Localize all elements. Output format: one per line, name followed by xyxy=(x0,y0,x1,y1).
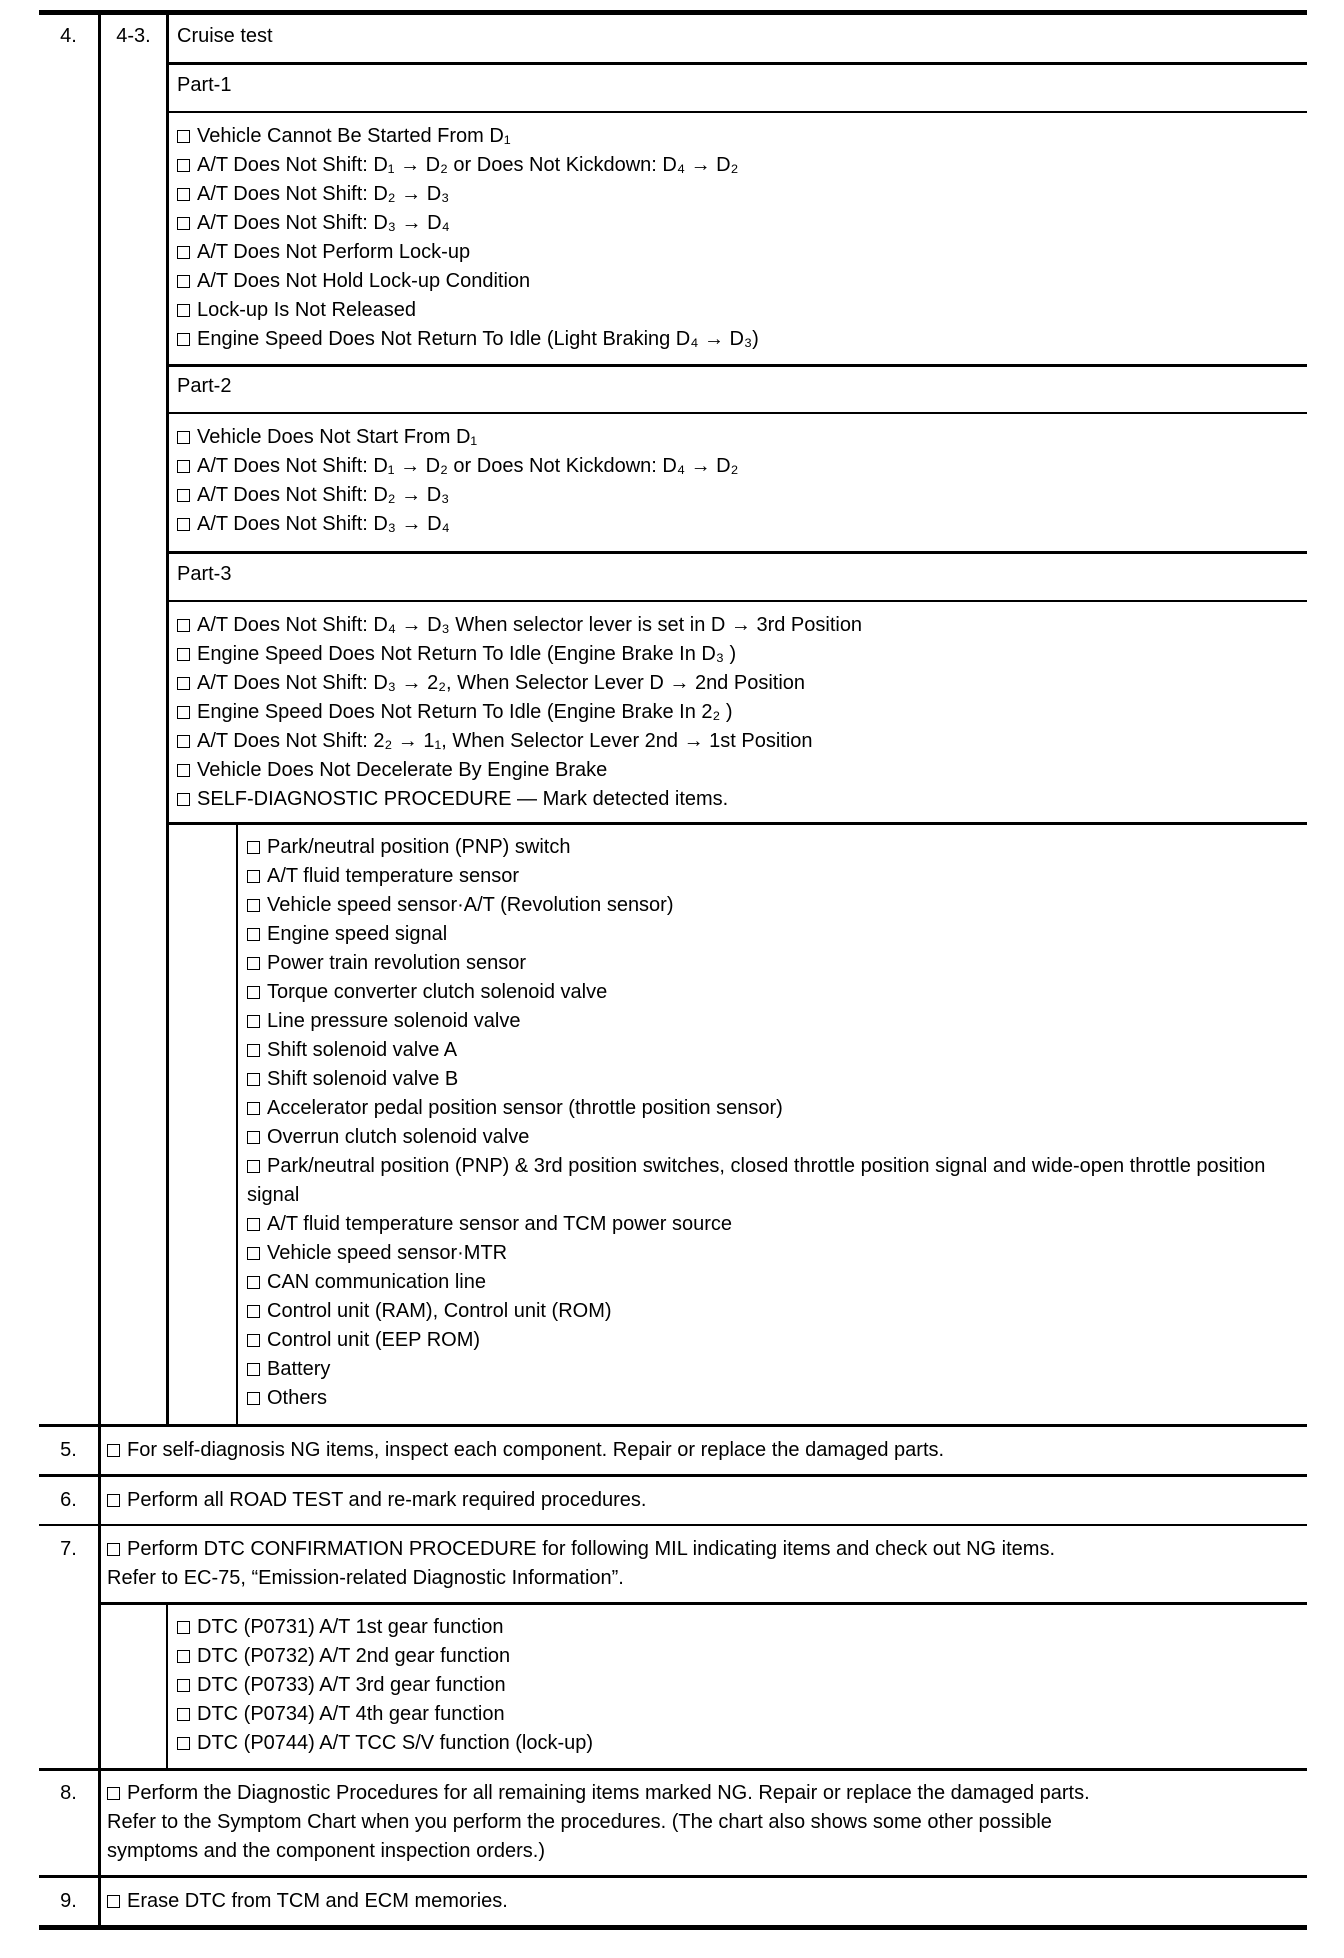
checklist-item[interactable]: Engine Speed Does Not Return To Idle (Engine Brake In 2₂ ) xyxy=(177,698,862,727)
column-divider xyxy=(98,15,101,1925)
column-divider xyxy=(166,15,169,1425)
checklist-item[interactable]: Perform the Diagnostic Procedures for all remaining items marked NG. Repair or replace the damaged parts. Refer to the Symptom Chart when you perform the procedures. (The chart also shows some other possible symptoms and the component inspection orders.) xyxy=(107,1782,1090,1862)
part-label: Part-2 xyxy=(177,375,232,397)
checkbox[interactable] xyxy=(247,899,260,912)
checklist-item[interactable]: Perform all ROAD TEST and re-mark required procedures. xyxy=(107,1486,646,1515)
checklist-item[interactable]: A/T Does Not Shift: D₁ → D₂ or Does Not Kickdown: D₄ → D₂ xyxy=(177,452,738,481)
checkbox[interactable] xyxy=(177,619,190,632)
part-label: Part-1 xyxy=(177,74,232,96)
table-bottom-border xyxy=(39,1925,1307,1930)
checklist-item[interactable]: Lock-up Is Not Released xyxy=(177,296,759,325)
checklist-item[interactable]: SELF-DIAGNOSTIC PROCEDURE — Mark detected items. xyxy=(177,785,862,814)
checklist-item[interactable]: A/T Does Not Hold Lock-up Condition xyxy=(177,267,759,296)
table-top-border xyxy=(39,10,1307,15)
checkbox[interactable] xyxy=(177,1650,190,1663)
checklist-item[interactable]: Vehicle Cannot Be Started From D₁ xyxy=(177,122,759,151)
divider xyxy=(167,412,1307,414)
checkbox[interactable] xyxy=(177,275,190,288)
checklist-item[interactable]: Perform DTC CONFIRMATION PROCEDURE for following MIL indicating items and check out NG items. Refer to EC-75, “Emission-related Diagnostic Information”. xyxy=(107,1535,1055,1593)
divider xyxy=(167,111,1307,113)
divider xyxy=(167,62,1307,65)
checkbox[interactable] xyxy=(177,1621,190,1634)
substep-number: 4-3. xyxy=(116,25,151,47)
checkbox[interactable] xyxy=(247,841,260,854)
checkbox[interactable] xyxy=(107,1543,120,1556)
checklist-item[interactable]: DTC (P0734) A/T 4th gear function xyxy=(177,1700,593,1729)
reference-text: Refer to EC-75, “Emission-related Diagnostic Information”. xyxy=(107,1567,624,1589)
checkbox[interactable] xyxy=(107,1787,120,1800)
divider xyxy=(167,364,1307,367)
checkbox[interactable] xyxy=(247,1218,260,1231)
checklist-item[interactable]: A/T Does Not Shift: D₃ → 2₂, When Selector Lever D → 2nd Position xyxy=(177,669,862,698)
checklist-item[interactable]: Shift solenoid valve A xyxy=(247,1036,1303,1065)
checklist-item[interactable]: DTC (P0732) A/T 2nd gear function xyxy=(177,1642,593,1671)
part-3-checklist xyxy=(177,611,862,814)
checkbox[interactable] xyxy=(107,1895,120,1908)
checkbox[interactable] xyxy=(177,130,190,143)
checklist-item[interactable]: DTC (P0731) A/T 1st gear function xyxy=(177,1613,593,1642)
divider xyxy=(167,551,1307,554)
step-number: 6. xyxy=(60,1489,77,1511)
checklist-item[interactable]: Others xyxy=(247,1384,1303,1413)
checkbox[interactable] xyxy=(177,518,190,531)
checklist-item[interactable]: A/T fluid temperature sensor and TCM power source xyxy=(247,1210,1303,1239)
checkbox[interactable] xyxy=(177,246,190,259)
checklist-item[interactable]: A/T Does Not Shift: D₃ → D₄ xyxy=(177,510,738,539)
checkbox[interactable] xyxy=(247,1392,260,1405)
row-divider xyxy=(39,1474,1307,1477)
checkbox[interactable] xyxy=(247,870,260,883)
checkbox[interactable] xyxy=(177,159,190,172)
checkbox[interactable] xyxy=(177,1708,190,1721)
checklist-item[interactable]: A/T Does Not Shift: D₂ → D₃ xyxy=(177,180,759,209)
checkbox[interactable] xyxy=(177,1737,190,1750)
checkbox[interactable] xyxy=(177,677,190,690)
checklist-item[interactable]: Vehicle speed sensor·MTR xyxy=(247,1239,1303,1268)
checklist-item[interactable]: Control unit (EEP ROM) xyxy=(247,1326,1303,1355)
checklist-item[interactable]: Power train revolution sensor xyxy=(247,949,1303,978)
self-diagnostic-checklist xyxy=(247,833,1303,1413)
checklist-item[interactable]: Engine Speed Does Not Return To Idle (Engine Brake In D₃ ) xyxy=(177,640,862,669)
checkbox[interactable] xyxy=(247,1247,260,1260)
checkbox[interactable] xyxy=(247,1305,260,1318)
checklist-item[interactable]: A/T Does Not Perform Lock-up xyxy=(177,238,759,267)
checklist-item[interactable]: Control unit (RAM), Control unit (ROM) xyxy=(247,1297,1303,1326)
checklist-item[interactable]: Shift solenoid valve B xyxy=(247,1065,1303,1094)
checkbox[interactable] xyxy=(177,431,190,444)
step-number: 4. xyxy=(60,25,77,47)
divider xyxy=(167,600,1307,602)
checklist-item[interactable]: Park/neutral position (PNP) & 3rd position switches, closed throttle position signal and wide-open throttle position signal xyxy=(247,1155,1266,1206)
checklist-item[interactable]: Accelerator pedal position sensor (throttle position sensor) xyxy=(247,1094,1303,1123)
checklist-item[interactable]: For self-diagnosis NG items, inspect each component. Repair or replace the damaged parts. xyxy=(107,1436,944,1465)
checkbox[interactable] xyxy=(177,333,190,346)
checklist-item[interactable]: A/T Does Not Shift: D₁ → D₂ or Does Not Kickdown: D₄ → D₂ xyxy=(177,151,759,180)
checkbox[interactable] xyxy=(177,188,190,201)
checkbox[interactable] xyxy=(247,1160,260,1173)
checklist-item[interactable]: A/T Does Not Shift: D₄ → D₃ When selector lever is set in D → 3rd Position xyxy=(177,611,862,640)
step-number: 5. xyxy=(60,1439,77,1461)
checklist-item[interactable]: A/T fluid temperature sensor xyxy=(247,862,1303,891)
step-number: 7. xyxy=(60,1538,77,1560)
row-divider xyxy=(39,1768,1307,1771)
checkbox[interactable] xyxy=(177,1679,190,1692)
checkbox[interactable] xyxy=(247,1334,260,1347)
divider xyxy=(99,1602,1307,1605)
checkbox[interactable] xyxy=(177,460,190,473)
step-number: 9. xyxy=(60,1890,77,1912)
part-1-checklist xyxy=(177,122,759,354)
divider xyxy=(167,822,1307,825)
checkbox[interactable] xyxy=(247,1276,260,1289)
checkbox[interactable] xyxy=(247,928,260,941)
checklist-item[interactable]: Overrun clutch solenoid valve xyxy=(247,1123,1303,1152)
checkbox[interactable] xyxy=(177,735,190,748)
checklist-item[interactable]: Engine Speed Does Not Return To Idle (Light Braking D₄ → D₃) xyxy=(177,325,759,354)
checklist-item[interactable]: Erase DTC from TCM and ECM memories. xyxy=(107,1887,508,1916)
checklist-item[interactable]: A/T Does Not Shift: D₂ → D₃ xyxy=(177,481,738,510)
checkbox[interactable] xyxy=(247,1044,260,1057)
checkbox[interactable] xyxy=(107,1444,120,1457)
checkbox[interactable] xyxy=(177,217,190,230)
checklist-item[interactable]: DTC (P0733) A/T 3rd gear function xyxy=(177,1671,593,1700)
checklist-item[interactable]: Vehicle speed sensor·A/T (Revolution sensor) xyxy=(247,891,1303,920)
checklist-item[interactable]: Battery xyxy=(247,1355,1303,1384)
checkbox[interactable] xyxy=(247,1102,260,1115)
checklist-item[interactable]: Park/neutral position (PNP) switch xyxy=(247,833,1303,862)
row-divider xyxy=(39,1875,1307,1878)
checklist-item[interactable]: Vehicle Does Not Start From D₁ xyxy=(177,423,738,452)
checkbox[interactable] xyxy=(247,957,260,970)
checkbox[interactable] xyxy=(177,764,190,777)
checkbox[interactable] xyxy=(247,1073,260,1086)
checkbox[interactable] xyxy=(247,986,260,999)
checkbox[interactable] xyxy=(177,706,190,719)
column-divider xyxy=(166,1604,168,1769)
checkbox[interactable] xyxy=(107,1494,120,1507)
checkbox[interactable] xyxy=(177,793,190,806)
checklist-item[interactable]: A/T Does Not Shift: D₃ → D₄ xyxy=(177,209,759,238)
row-divider xyxy=(39,1524,1307,1526)
step-number: 8. xyxy=(60,1782,77,1804)
checkbox[interactable] xyxy=(177,648,190,661)
checklist-item[interactable]: A/T Does Not Shift: 2₂ → 1₁, When Selector Lever 2nd → 1st Position xyxy=(177,727,862,756)
checklist-item[interactable]: DTC (P0744) A/T TCC S/V function (lock-up) xyxy=(177,1729,593,1758)
row-divider xyxy=(39,1424,1307,1427)
checkbox[interactable] xyxy=(177,304,190,317)
checklist-item[interactable]: CAN communication line xyxy=(247,1268,1303,1297)
dtc-checklist xyxy=(177,1613,593,1758)
checklist-item[interactable]: Torque converter clutch solenoid valve xyxy=(247,978,1303,1007)
column-divider xyxy=(236,824,238,1425)
checkbox[interactable] xyxy=(247,1363,260,1376)
section-title: Cruise test xyxy=(177,25,273,47)
checklist-item[interactable]: Line pressure solenoid valve xyxy=(247,1007,1303,1036)
part-label: Part-3 xyxy=(177,563,232,585)
checklist-item[interactable]: Engine speed signal xyxy=(247,920,1303,949)
checklist-item[interactable]: Vehicle Does Not Decelerate By Engine Brake xyxy=(177,756,862,785)
checkbox[interactable] xyxy=(177,489,190,502)
part-2-checklist xyxy=(177,423,738,539)
checkbox[interactable] xyxy=(247,1131,260,1144)
checkbox[interactable] xyxy=(247,1015,260,1028)
